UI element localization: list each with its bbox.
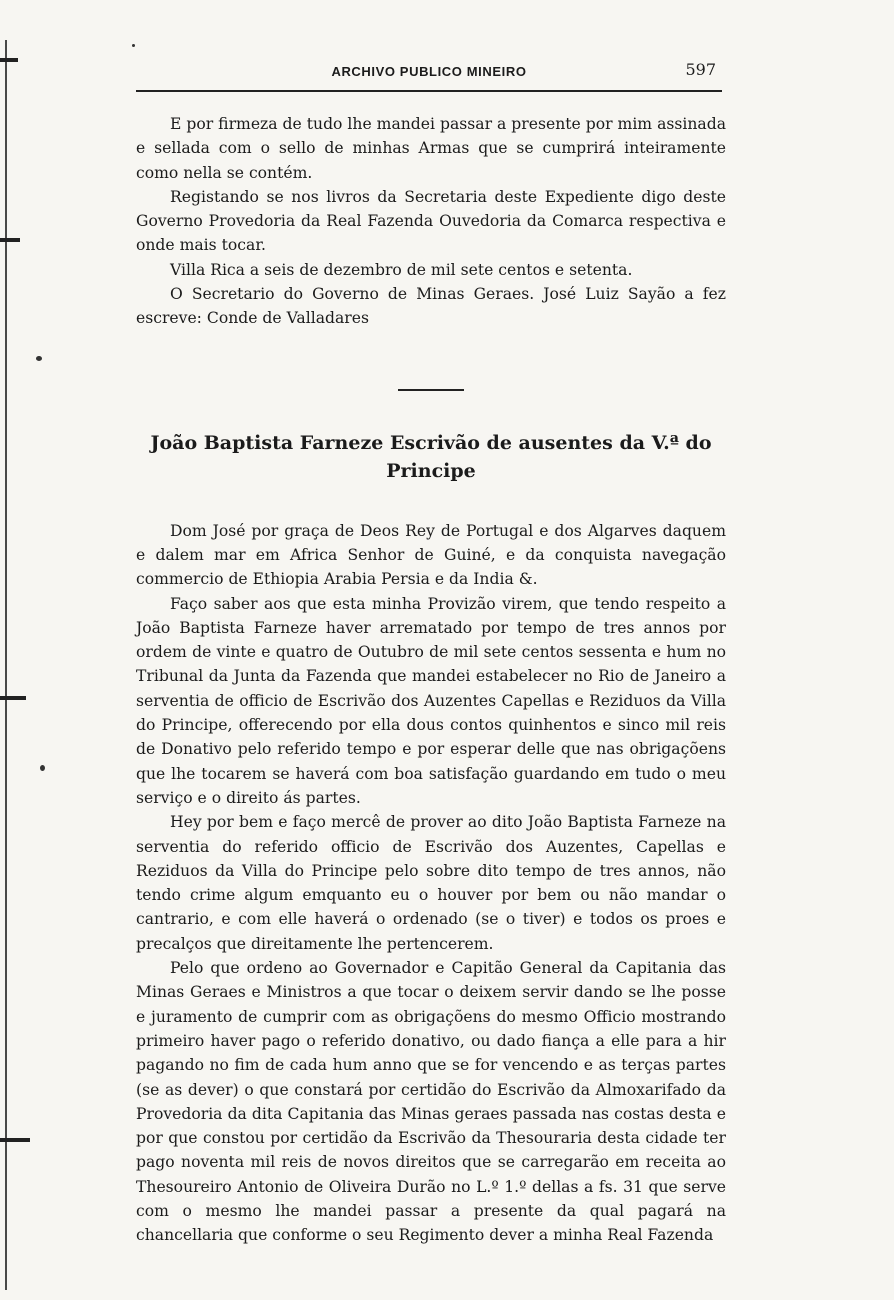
paragraph: Dom José por graça de Deos Rey de Portugal e dos Algarves daquem e dalem mar em Africa Senhor de Guiné, e da conquista navegação commercio de Ethiopia Arabia Persia e da India &. <box>136 521 726 589</box>
scan-speck <box>36 356 42 361</box>
scan-edge-mark <box>0 58 18 62</box>
paragraph: O Secretario do Governo de Minas Geraes. José Luiz Sayão a fez escreve: Conde de Valladares <box>136 285 726 328</box>
paragraph: Hey por bem e faço mercê de prover ao dito João Baptista Farneze na serventia do referido officio de Escrivão dos Auzentes, Capellas e Reziduos da Villa do Principe pelo sobre dito tempo de tres annos, não tendo crime algum emquanto eu o houver por bem ou não mandar o cantrario, e com elle haverá o ordenado (se o tiver) e todos os proes e precalços que direitamente lhe pertencerem. <box>136 813 726 953</box>
scan-edge-mark <box>0 696 26 700</box>
section-divider <box>398 389 464 391</box>
scan-speck <box>40 765 45 771</box>
document-body <box>136 112 726 1248</box>
paragraph: Pelo que ordeno ao Governador e Capitão General da Capitania das Minas Geraes e Ministros a que tocar o deixem servir dando se lhe posse e juramento de cumprir com as obrigaçõens do mesmo Officio mostrando primeiro haver pago o referido donativo, ou dado fiança a elle para a hir pagando no fim de cada hum anno que se for vencendo e as terças partes (se as dever) o que constará por certidão do Escrivão da Almoxarifado da Provedoria da dita Capitania das Minas geraes passada nas costas desta e por que constou por certidão da Escrivão da Thesouraria desta cidade ter pago noventa mil reis de novos direitos que se carregarão em receita ao Thesoureiro Antonio de Oliveira Durão no L.º 1.º dellas a fs. 31 que serve com o mesmo lhe mandei passar a presente da qual pagará na chancellaria que conforme o seu Regimento dever a minha Real Fazenda <box>136 959 726 1245</box>
scan-edge-line <box>5 40 7 1290</box>
paragraph: Faço saber aos que esta minha Provizão virem, que tendo respeito a João Baptista Farneze haver arrematado por tempo de tres annos por ordem de vinte e quatro de Outubro de mil sete centos sessenta e hum no Tribunal da Junta da Fazenda que mandei estabelecer no Rio de Janeiro a serventia de officio de Escrivão dos Auzentes Capellas e Reziduos da Villa do Principe, offerecendo por ella dous contos quinhentos e sinco mil reis de Donativo pelo referido tempo e por esperar delle que nas obrigaçõens que lhe tocarem se haverá com boa satisfação guardando em tudo o meu serviço e o direito ás partes. <box>136 594 726 807</box>
section-title: João Baptista Farneze Escrivão de ausentes da V.ª do Principe <box>150 431 712 482</box>
page-header <box>136 60 722 90</box>
paragraph: E por firmeza de tudo lhe mandei passar a presente por mim assinada e sellada com o sello de minhas Armas que se cumprirá inteiramente como nella se contém. <box>136 115 726 182</box>
scan-edge-mark <box>0 1138 30 1142</box>
header-rule <box>136 90 722 92</box>
scan-speck <box>132 44 135 47</box>
page-number: 597 <box>685 60 716 79</box>
running-head: ARCHIVO PUBLICO MINEIRO <box>331 64 527 79</box>
paragraph: Villa Rica a seis de dezembro de mil sete centos e setenta. <box>170 260 633 279</box>
scan-edge-mark <box>0 238 20 242</box>
paragraph: Registando se nos livros da Secretaria deste Expediente digo deste Governo Provedoria da Real Fazenda Ouvedoria da Comarca respectiva e onde mais tocar. <box>136 187 726 255</box>
